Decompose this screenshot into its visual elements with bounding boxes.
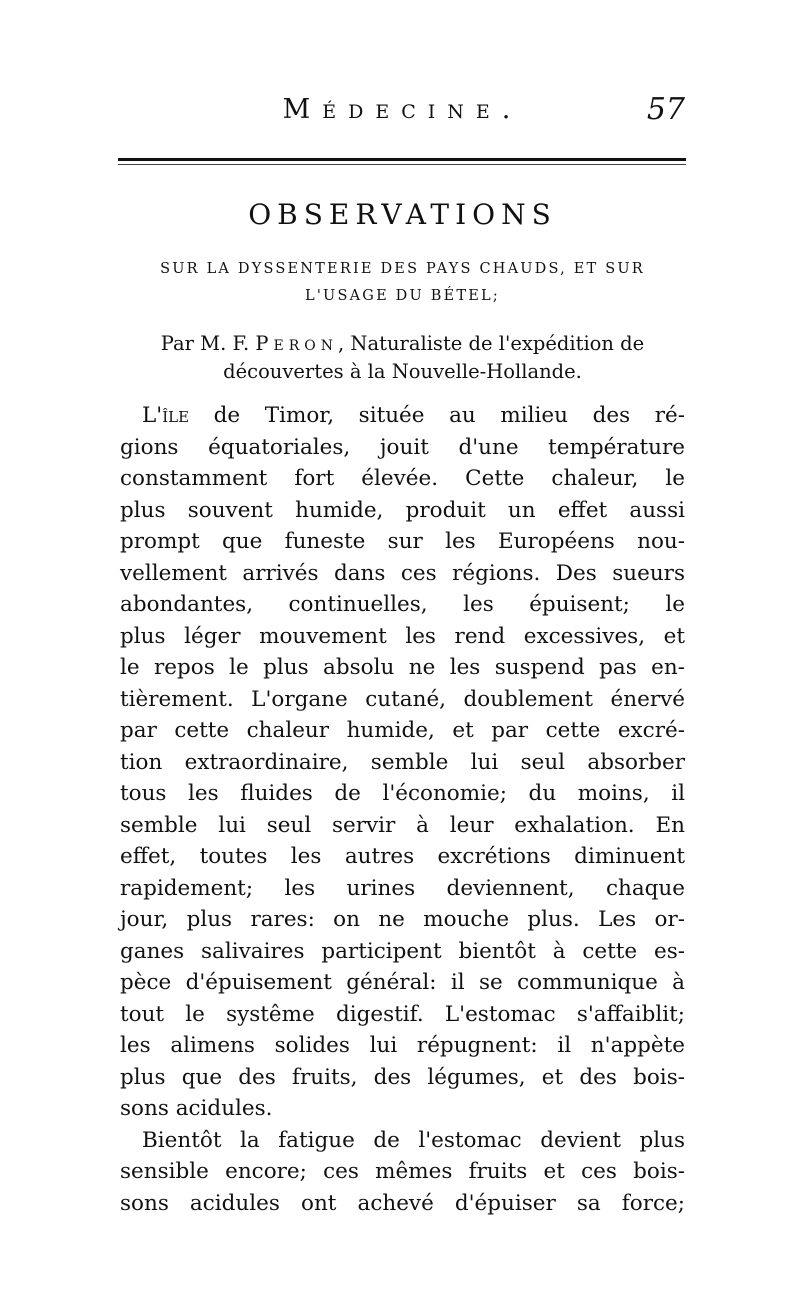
subtitle-line-1: SUR LA DYSSENTERIE DES PAYS CHAUDS, ET SUR — [160, 261, 645, 277]
byline-line-2: découvertes à la Nouvelle-Hollande. — [223, 360, 582, 383]
paragraph-line: jour, plus rares: on ne mouche plus. Les or- — [120, 907, 685, 932]
article-title: OBSERVATIONS — [248, 198, 557, 231]
paragraph-line: tous les fluides de l'économie; du moins, il — [120, 781, 685, 806]
paragraph-line: sons acidules. — [120, 1096, 273, 1121]
author-name: Peron — [255, 332, 339, 355]
paragraph-line: sensible encore; ces mêmes fruits et ces bois- — [120, 1159, 685, 1184]
byline-suffix: , Naturaliste de l'expédition de — [338, 332, 645, 355]
paragraph-1-line-1: L'île de Timor, située au milieu des ré- — [142, 403, 685, 428]
paragraph-line: le repos le plus absolu ne les suspend pas en- — [120, 655, 685, 680]
paragraph-line: ganes salivaires participent bientôt à cette es- — [120, 938, 685, 964]
paragraph-line: tion extraordinaire, semble lui seul absorber — [120, 749, 685, 775]
byline-prefix: Par M. F. — [160, 332, 250, 355]
running-title: Médecine. — [282, 94, 523, 125]
paragraph-line: constamment fort élevée. Cette chaleur, le — [120, 466, 685, 491]
paragraph-line: abondantes, continuelles, les épuisent; le — [120, 592, 685, 617]
header-rule — [118, 158, 686, 161]
paragraph-line: gions équatoriales, jouit d'une température — [120, 434, 685, 460]
paragraph-line: plus que des fruits, des légumes, et des bois- — [120, 1064, 685, 1090]
page-number: 57 — [646, 92, 685, 127]
byline — [120, 330, 685, 386]
paragraph-line: sons acidules ont achevé d'épuiser sa force; — [120, 1190, 685, 1216]
paragraph-line: effet, toutes les autres excrétions diminuent — [120, 844, 685, 869]
paragraph-2-line-1: Bientôt la fatigue de l'estomac devient plus — [142, 1127, 685, 1153]
paragraph-line: vellement arrivés dans ces régions. Des sueurs — [120, 560, 685, 586]
paragraph-line: plus léger mouvement les rend excessives, et — [120, 623, 685, 649]
paragraph-line: les alimens solides lui répugnent: il n'appète — [120, 1033, 685, 1058]
paragraph-line: par cette chaleur humide, et par cette excré- — [120, 718, 685, 743]
paragraph-line: semble lui seul servir à leur exhalation. En — [120, 812, 685, 838]
paragraph-line: tout le systême digestif. L'estomac s'affaiblit; — [120, 1001, 685, 1027]
subtitle-line-2: L'USAGE DU BÉTEL; — [305, 288, 500, 304]
header-rule-thin — [118, 164, 686, 165]
article-subtitle — [120, 256, 685, 310]
paragraph-line: prompt que funeste sur les Européens nou- — [120, 529, 685, 554]
paragraph-line: pèce d'épuisement général: il se communique à — [120, 970, 685, 995]
paragraph-line: tièrement. L'organe cutané, doublement énervé — [120, 686, 685, 712]
byline-line-1 — [120, 330, 685, 358]
paragraph-line: plus souvent humide, produit un effet aussi — [120, 497, 685, 523]
running-head — [120, 90, 685, 130]
paragraph-line: rapidement; les urines deviennent, chaque — [120, 875, 685, 901]
body-text — [120, 400, 685, 1219]
lead-word: L'île — [142, 403, 190, 428]
